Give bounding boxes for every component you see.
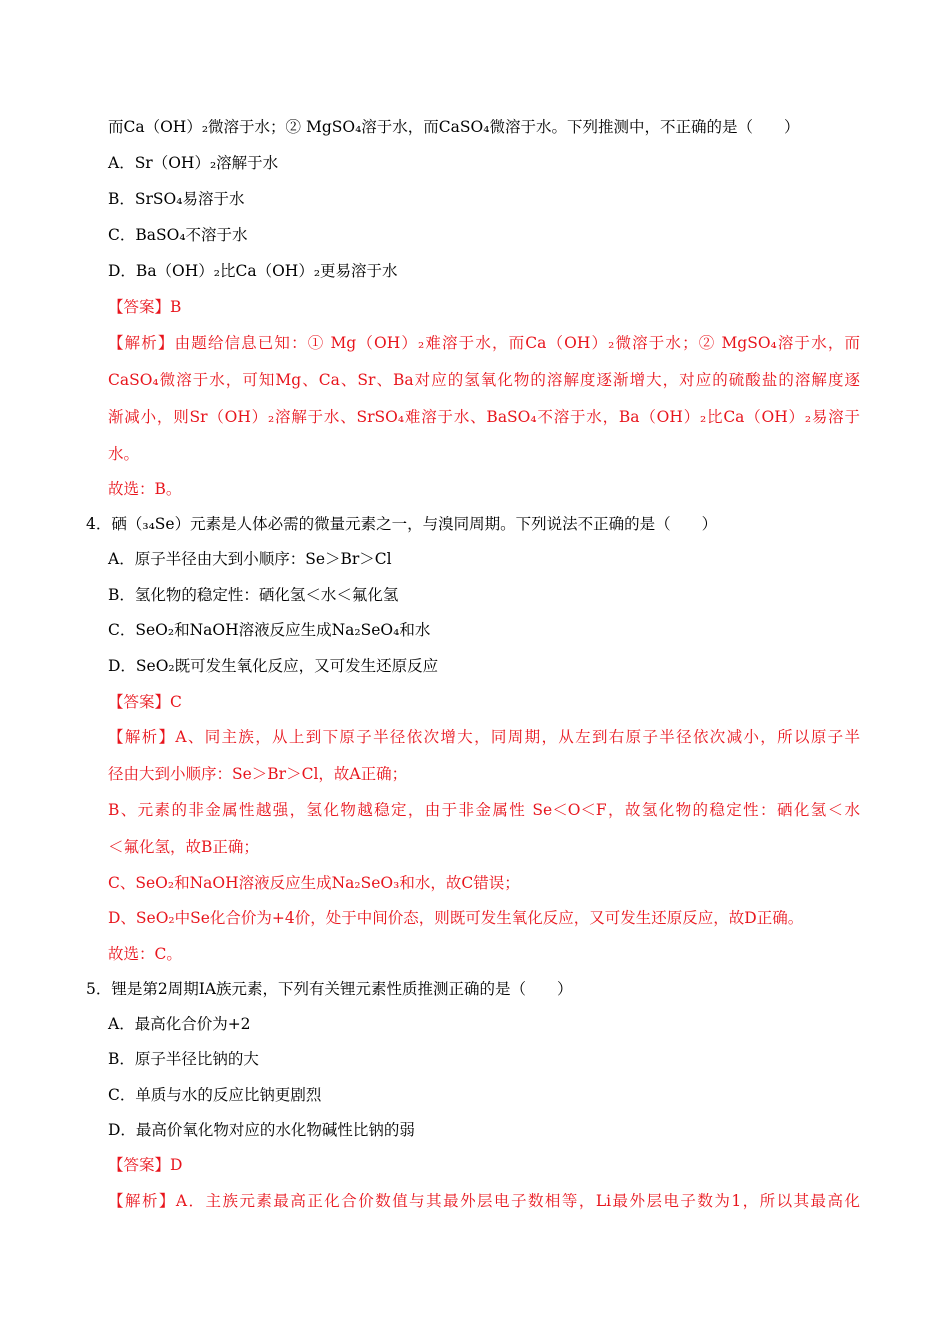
q4-analysis-line-2: 径由大到小顺序：Se＞Br＞Cl，故A正确； [108,765,408,783]
q3-option-c: C．BaSO₄不溶于水 [108,226,248,244]
q4-option-d: D．SeO₂既可发生氧化反应，又可发生还原反应 [108,657,439,675]
q4-option-a: A．原子半径由大到小顺序：Se＞Br＞Cl [108,550,392,568]
q4-choose: 故选：C。 [108,945,182,963]
q5-stem: 5．锂是第2周期ⅠA族元素，下列有关锂元素性质推测正确的是（ ） [86,980,573,998]
q5-option-a: A．最高化合价为+2 [108,1015,251,1033]
q3-stem-continued: 而Ca（OH）₂微溶于水；② MgSO₄溶于水，而CaSO₄微溶于水。下列推测中，不正确的是（ ） [108,118,800,136]
q5-answer: 【答案】D [108,1156,183,1174]
q3-analysis-line-2: CaSO₄微溶于水，可知Mg、Ca、Sr、Ba对应的氢氧化物的溶解度逐渐增大，对应的硫酸盐的溶解度逐 [108,371,860,389]
q3-analysis-line-3: 渐减小，则Sr（OH）₂溶解于水、SrSO₄难溶于水、BaSO₄不溶于水，Ba（OH）₂比Ca（OH）₂易溶于 [108,408,860,426]
q4-stem: 4．硒（₃₄Se）元素是人体必需的微量元素之一，与溴同周期。下列说法不正确的是（ ） [86,515,718,533]
q4-analysis-line-1: 【解析】A、同主族，从上到下原子半径依次增大，同周期，从左到右原子半径依次减小，所以原子半 [108,728,860,746]
q4-analysis-line-6: D、SeO₂中Se化合价为+4价，处于中间价态，则既可发生氧化反应，又可发生还原反应，故D正确。 [108,909,804,927]
q3-analysis-line-4: 水。 [108,445,140,463]
q4-analysis-line-5: C、SeO₂和NaOH溶液反应生成Na₂SeO₃和水，故C错误； [108,874,520,892]
q3-option-b: B．SrSO₄易溶于水 [108,190,245,208]
q4-option-c: C．SeO₂和NaOH溶液反应生成Na₂SeO₄和水 [108,621,431,639]
q5-option-b: B．原子半径比钠的大 [108,1050,259,1068]
q3-answer: 【答案】B [108,298,182,316]
q4-answer: 【答案】C [108,693,182,711]
q4-analysis-line-4: ＜氟化氢，故B正确； [108,838,259,856]
q3-choose: 故选：B。 [108,480,182,498]
q5-option-c: C．单质与水的反应比钠更剧烈 [108,1086,322,1104]
q5-analysis-line-1: 【解析】A．主族元素最高正化合价数值与其最外层电子数相等，Li最外层电子数为1，所以其最高化 [108,1192,860,1210]
q3-option-a: A．Sr（OH）₂溶解于水 [108,154,279,172]
q3-option-d: D．Ba（OH）₂比Ca（OH）₂更易溶于水 [108,262,398,280]
q4-option-b: B．氢化物的稳定性：硒化氢＜水＜氟化氢 [108,586,399,604]
q3-analysis-line-1: 【解析】由题给信息已知：① Mg（OH）₂难溶于水，而Ca（OH）₂微溶于水；② MgSO₄溶于水，而 [108,334,860,352]
q5-option-d: D．最高价氧化物对应的水化物碱性比钠的弱 [108,1121,415,1139]
q4-analysis-line-3: B、元素的非金属性越强，氢化物越稳定，由于非金属性 Se＜O＜F，故氢化物的稳定性：硒化氢＜水 [108,801,860,819]
